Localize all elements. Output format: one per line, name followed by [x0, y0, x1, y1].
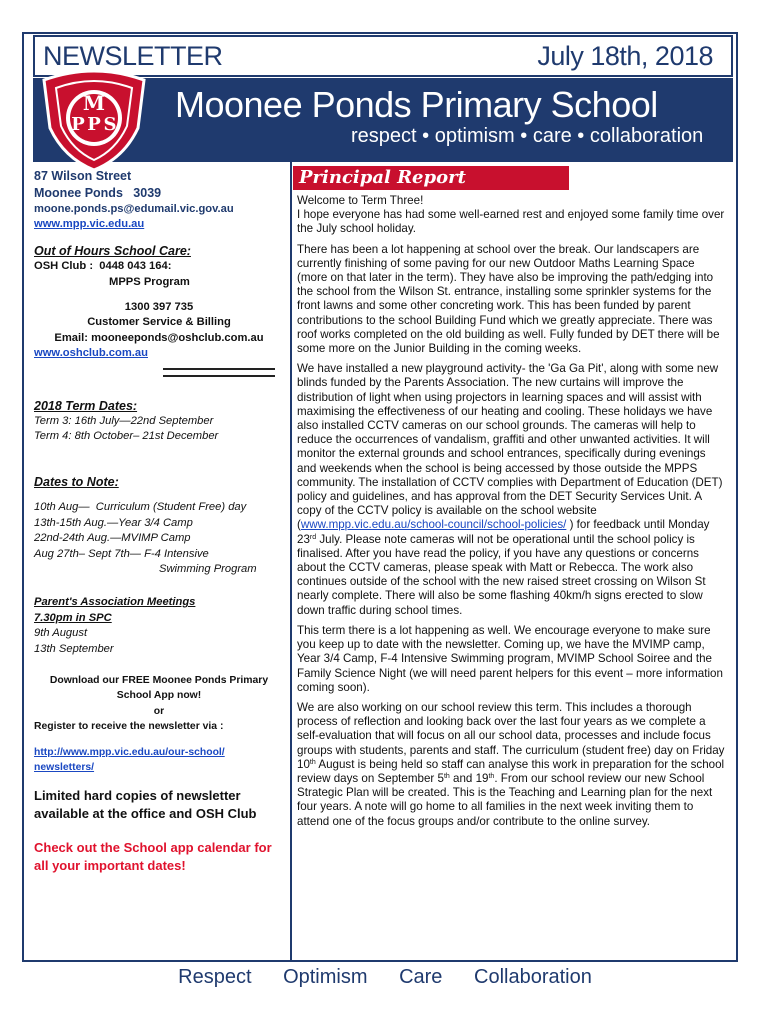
school-email: moone.ponds.ps@edumail.vic.gov.au — [34, 203, 234, 215]
paragraph — [297, 362, 727, 618]
date-item: 10th Aug— Curriculum (Student Free) day — [34, 501, 247, 514]
principal-report-body — [297, 194, 727, 835]
term-dates-heading: 2018 Term Dates: — [34, 398, 138, 413]
date-item: 13th-15th Aug.—Year 3/4 Camp — [34, 516, 193, 529]
pa-meeting-date: 9th August — [34, 627, 88, 640]
svg-text:P: P — [87, 114, 101, 135]
paragraph-text: We have installed a new playground activity- the 'Ga Ga Pit', along with some new blinds funded by the Parents Association. The new curtains will improve the distribution of light when using projectors in learning spaces and will assist with maximising the effectiveness of our heating and cooling. These holidays we have also installed CCTV cameras on our school grounds. The cameras will help to reduce the occurrences of vandalism, graffiti and other unwanted activities. It will monitor the external grounds and school entrances, specifically during evenings and weekends when the school is being accessed by those outside the MPPS community. The installation of CCTV complies with Department of Education (DET) policy and guidelines, and has approval from the DET Security Services Unit. A copy of the CCTV policy is available on the school website ( — [297, 362, 723, 532]
term-4-dates: Term 4: 8th October– 21st December — [34, 430, 219, 443]
osh-website-link[interactable]: www.oshclub.com.au — [34, 347, 148, 360]
svg-text:P: P — [71, 114, 85, 135]
app-calendar-callout: Check out the School app calendar for all your important dates! — [34, 840, 272, 874]
school-crest-logo — [34, 66, 154, 174]
newsletter-title: NEWSLETTER — [43, 41, 223, 71]
osh-program: MPPS Program — [109, 275, 190, 288]
parents-association-time: 7.30pm in SPC — [34, 611, 112, 624]
footer-value: Care — [399, 966, 443, 988]
school-motto: respect • optimism • care • collaboration — [351, 125, 704, 147]
superscript: rd — [309, 533, 317, 541]
osh-billing-label: Customer Service & Billing — [87, 316, 231, 329]
newsletter-link-cont[interactable]: newsletters/ — [34, 761, 95, 773]
paragraph-text: and 19 — [449, 771, 489, 785]
svg-text:S: S — [103, 114, 117, 135]
svg-text:M: M — [82, 91, 106, 115]
address-line-1: 87 Wilson Street — [34, 169, 132, 183]
app-download-text-2: School App now! — [116, 690, 202, 702]
osh-billing-phone: 1300 397 735 — [124, 301, 194, 314]
dates-to-note-heading: Dates to Note: — [34, 474, 119, 489]
paragraph-text: July. Please note cameras will not be operational until the school policy is finalised. After you have read the policy, if you have any questions or concerns about the CCTV cameras, please speak with Matt or Rebecca. The work also continues outside of the school with the new raised street crossing on Wilson St nearly complete. There will also be some flashing 40km/h signs erected to slow down traffic during school times. — [297, 532, 706, 617]
paragraph-text: I hope everyone has had some well-earned rest and enjoyed some family time over the July school holiday. — [297, 208, 725, 236]
or-text: or — [153, 705, 165, 717]
paragraph-text: We are also working on our school review this term. This includes a thorough process of reflection and looking back over the last four years as we complete a self-evaluation that will focus on all our school data, processes and include focus groups with students, parents and staff. The curriculum (student free) day on Friday 10 — [297, 700, 725, 771]
paragraph — [297, 701, 727, 829]
newsletter-link[interactable]: http://www.mpp.vic.edu.au/our-school/ — [34, 746, 225, 758]
date-item-continued: Swimming Program — [159, 562, 257, 575]
superscript: th — [309, 758, 316, 766]
welcome-line: Welcome to Term Three! — [297, 194, 424, 207]
paragraph-text: ) for feedback until Monday 23 — [297, 518, 710, 546]
paragraph: There has been a lot happening at school over the break. Our landscapers are currently finishing of some paving for our new Outdoor Maths Learning Space (more on that later in the term). They have also be improving the path/edging into the school from the Wilson St. entrance, installing some sprinkler systems for the front lawns and some other concreting work. This has been funded by parent contributions to the school Building Fund which we greatly appreciate. There was roof works completed on the old building as well. Fully funded by DET there will be some more on the Junior Building in the coming weeks. — [297, 242, 720, 356]
newsletter-date: July 18th, 2018 — [537, 41, 713, 71]
paragraph: This term there is a lot happening as well. We encourage everyone to make sure you keep up to date with the newsletter. Coming up, we have the MVIMP camp, Year 3/4 Camp, F-4 Intensive Swimming program, MVIMP School Soiree and the Family Science Night (we will need parent helpers for this event – more information coming soon). — [297, 623, 723, 694]
paragraph-text: . From our school review our new School Strategic Plan will be created. This is the Teaching and Learning plan for the next four years. A note will go home to all families in the next week inviting them to attend one of the focus groups and/or contribute to the online survey. — [297, 771, 713, 828]
divider — [163, 368, 275, 377]
superscript: th — [443, 772, 450, 780]
osh-email: Email: mooneeponds@oshclub.com.au — [54, 331, 264, 344]
parents-association-heading: Parent's Association Meetings — [34, 596, 196, 609]
term-3-dates: Term 3: 16th July—22nd September — [34, 415, 214, 428]
principal-report-heading — [293, 166, 569, 190]
pa-meeting-date: 13th September — [34, 642, 114, 655]
sidebar — [34, 168, 284, 875]
hard-copies-note: Limited hard copies of newsletter available at the office and OSH Club — [34, 788, 257, 822]
date-item: Aug 27th– Sept 7th— F-4 Intensive — [34, 547, 209, 560]
date-item: 22nd-24th Aug.—MVIMP Camp — [34, 532, 191, 545]
app-download-text: Download our FREE Moonee Ponds Primary — [49, 674, 269, 686]
footer-value: Optimism — [283, 966, 368, 988]
paragraph-text: August is being held so staff can analyse this work in preparation for the school review days on September 5 — [297, 757, 725, 785]
osh-heading: Out of Hours School Care: — [34, 243, 191, 258]
school-website-link[interactable]: www.mpp.vic.edu.au — [34, 218, 145, 231]
school-name: Moonee Ponds Primary School — [175, 84, 658, 125]
footer-value: Respect — [178, 966, 252, 988]
footer-values — [0, 966, 770, 989]
policy-link[interactable]: www.mpp.vic.edu.au/school-council/school-policies/ — [300, 518, 567, 532]
footer-value: Collaboration — [474, 966, 592, 988]
principal-report-title: Principal Report — [299, 167, 466, 188]
superscript: th — [488, 772, 495, 780]
paragraph — [297, 194, 727, 237]
register-text: Register to receive the newsletter via : — [34, 721, 224, 733]
osh-phone-line: OSH Club : 0448 043 164: — [34, 260, 172, 273]
address-line-2: Moonee Ponds 3039 — [34, 186, 162, 200]
